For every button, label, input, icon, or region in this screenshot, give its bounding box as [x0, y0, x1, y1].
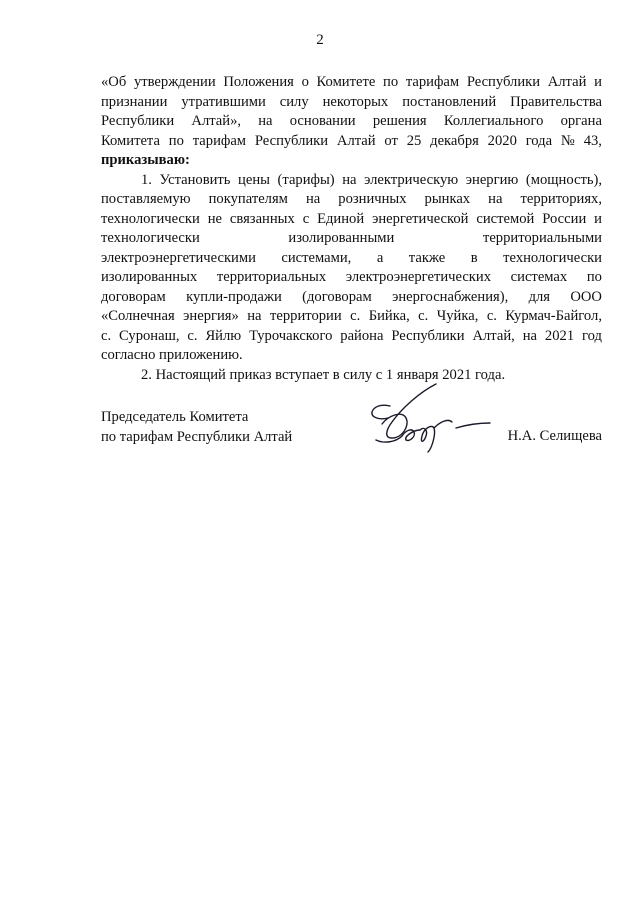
handwritten-signature: [362, 378, 492, 458]
word: Коллегиального: [443, 113, 544, 129]
word: с.: [101, 327, 112, 344]
word: по: [383, 74, 399, 90]
word: технологически: [503, 249, 602, 266]
text-line: [101, 288, 602, 308]
word: Комитета: [101, 132, 160, 149]
word: от: [384, 132, 398, 149]
word: с.: [486, 308, 497, 324]
word: утверждении: [133, 74, 216, 90]
word: Курмач-Байгол,: [505, 308, 602, 324]
word: территориальными: [482, 230, 602, 246]
word: Республики: [254, 132, 329, 149]
word: Яйлю: [205, 327, 242, 344]
word: розничных: [338, 191, 407, 207]
page-number: 2: [316, 32, 324, 48]
word: признании: [101, 93, 168, 110]
text-line: [101, 307, 602, 327]
word: некоторых: [322, 93, 389, 110]
word: 2021: [544, 327, 575, 344]
word: системой: [476, 210, 535, 227]
word: энергетической: [372, 210, 469, 227]
word: рынках: [424, 191, 471, 207]
word: на: [488, 191, 503, 207]
word: №: [560, 132, 575, 149]
word: электрическую: [364, 171, 459, 188]
item-2-paragraph: [101, 366, 602, 386]
word: утратившими: [181, 93, 266, 110]
word: основании: [289, 113, 356, 129]
word: Чуйка,: [436, 308, 479, 324]
word: России: [542, 210, 587, 227]
word: года: [525, 132, 553, 149]
word: технологически: [101, 230, 200, 246]
text-line: согласно приложению.: [101, 347, 243, 363]
signatory-title-line: Председатель Комитета: [101, 409, 249, 425]
preamble-paragraph: [101, 73, 602, 171]
word: купли-продажи: [186, 288, 282, 305]
word: Турочакского: [249, 327, 333, 344]
word: Республики: [391, 327, 465, 344]
word: энергию: [465, 171, 519, 188]
word: тарифам: [192, 132, 247, 149]
word: по: [586, 269, 602, 285]
text-line: [101, 132, 602, 152]
word: поставляемую: [101, 191, 191, 207]
word: 25: [406, 132, 422, 149]
signatory-title: [101, 408, 292, 447]
word: «Солнечная: [101, 308, 175, 324]
word: технологически: [101, 210, 200, 227]
word: Республики: [466, 74, 541, 90]
word: Установить: [159, 171, 231, 188]
text-line: [101, 229, 602, 249]
word: (договорам: [302, 288, 372, 305]
word: Единой: [317, 210, 365, 227]
word: Алтай: [547, 74, 587, 90]
text-line: [101, 249, 602, 269]
word: на: [342, 171, 357, 188]
word: территориальных: [216, 269, 327, 285]
word: территориях,: [520, 191, 602, 207]
word: на: [522, 327, 538, 344]
word: Положения: [223, 74, 294, 90]
word: Республики: [101, 113, 175, 129]
word: на: [247, 308, 262, 324]
text-line: [101, 210, 602, 230]
order-keyword: приказываю:: [101, 152, 190, 168]
word: с.: [418, 308, 429, 324]
word: территории: [270, 308, 342, 324]
word: на: [305, 191, 321, 207]
word: декабря: [430, 132, 479, 149]
word: Комитете: [316, 74, 376, 90]
word: покупателям: [208, 191, 288, 207]
word: также: [408, 249, 446, 266]
text-line: [101, 327, 602, 347]
word: энергия»: [183, 308, 239, 324]
word: (мощность),: [525, 171, 602, 188]
word: силу: [279, 93, 309, 110]
text-line: [101, 112, 602, 132]
word: год: [582, 327, 602, 344]
word: Алтай: [336, 132, 376, 149]
text-line: [101, 268, 602, 288]
word: органа: [560, 113, 602, 129]
word: Суронаш,: [119, 327, 180, 344]
signatory-title-line: по тарифам Республики Алтай: [101, 428, 293, 445]
text-line: [101, 73, 602, 93]
word: «Об: [101, 74, 127, 90]
word: решения: [372, 113, 427, 129]
word: электроэнергетических: [345, 269, 491, 285]
word: Алтай»,: [191, 113, 242, 129]
word: а: [376, 249, 384, 266]
word: электроэнергетическими: [101, 249, 256, 266]
word: системами,: [281, 249, 352, 266]
item-1-paragraph: [101, 171, 602, 366]
word: с: [302, 210, 310, 227]
word: Правительства: [510, 93, 602, 110]
word: не: [207, 210, 223, 227]
text-line: [101, 93, 602, 113]
word: с.: [187, 327, 198, 344]
word: Алтай,: [472, 327, 515, 344]
word: 43,: [583, 132, 602, 149]
word: тарифам: [405, 74, 460, 90]
word: (тарифы): [277, 171, 335, 188]
signatory-name: Н.А. Селищева: [507, 428, 602, 444]
word: района: [340, 327, 384, 344]
word: изолированными: [288, 230, 395, 246]
word: цены: [238, 171, 270, 188]
word: связанных: [229, 210, 295, 227]
word: с.: [350, 308, 361, 324]
word: по: [168, 132, 184, 149]
document-body: [101, 73, 602, 385]
word: изолированных: [101, 269, 198, 285]
text-line: [101, 171, 602, 191]
word: о: [301, 74, 309, 90]
word: и: [594, 210, 602, 227]
word: Бийка,: [368, 308, 410, 324]
word: энергоснабжения),: [392, 288, 509, 305]
word: в: [470, 249, 478, 266]
word: договорам: [101, 288, 166, 305]
word: для: [528, 288, 550, 305]
word: постановлений: [402, 93, 497, 110]
word: на: [258, 113, 273, 129]
text-line: 2. Настоящий приказ вступает в силу с 1 января 2021 года.: [141, 366, 506, 383]
word: ООО: [570, 288, 602, 305]
word: 1.: [141, 171, 152, 188]
text-line: [101, 190, 602, 210]
word: 2020: [487, 132, 517, 149]
word: и: [594, 74, 602, 90]
word: системах: [510, 269, 568, 285]
